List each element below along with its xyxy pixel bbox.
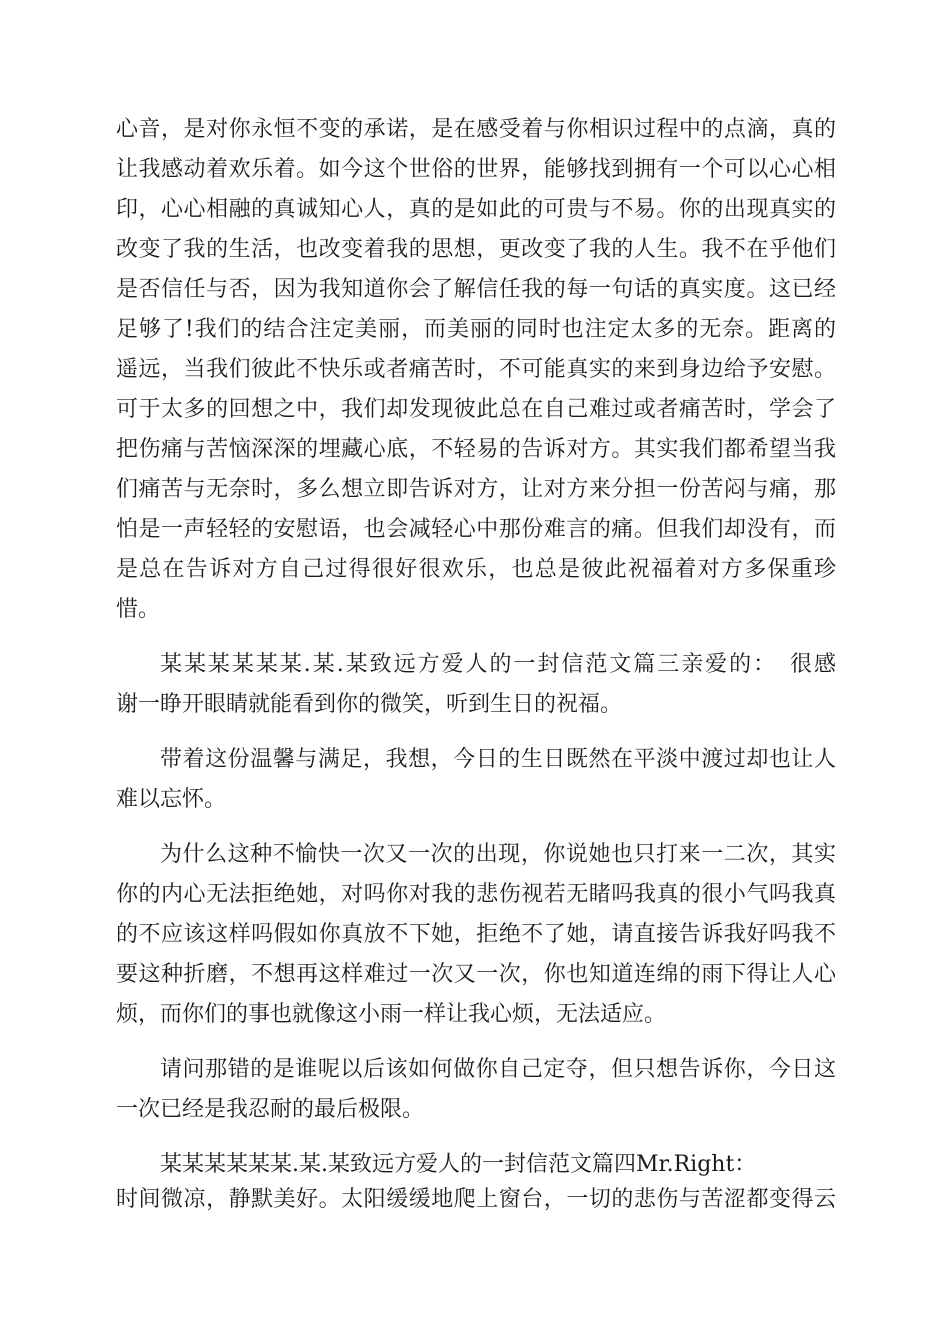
text-line: 某某某某某某.某.某致远方爱人的一封信范文篇四Mr.Right： — [160, 1152, 757, 1177]
text-line: 怕是一声轻轻的安慰语，也会减轻心中那份难言的痛。但我们却没有，而 — [116, 517, 836, 542]
text-line: 难以忘怀。 — [116, 787, 227, 812]
text-line: 是总在告诉对方自己过得很好很欢乐，也总是彼此祝福着对方多保重珍 — [116, 557, 836, 582]
text-line: 改变了我的生活，也改变着我的思想，更改变了我的人生。我不在乎他们 — [116, 237, 836, 262]
text-line: 你的内心无法拒绝她，对吗你对我的悲伤视若无睹吗我真的很小气吗我真 — [116, 882, 836, 907]
text-line: 带着这份温馨与满足，我想，今日的生日既然在平淡中渡过却也让人 — [160, 747, 836, 772]
text-line: 的不应该这样吗假如你真放不下她，拒绝不了她，请直接告诉我好吗我不 — [116, 922, 836, 947]
text-line: 请问那错的是谁呢以后该如何做你自己定夺，但只想告诉你，今日这 — [160, 1057, 836, 1082]
text-line: 把伤痛与苦恼深深的埋藏心底，不轻易的告诉对方。其实我们都希望当我 — [116, 437, 836, 462]
text-line: 印，心心相融的真诚知心人，真的是如此的可贵与不易。你的出现真实的 — [116, 197, 836, 222]
text-line: 一次已经是我忍耐的最后极限。 — [116, 1097, 425, 1122]
text-line: 烦，而你们的事也就像这小雨一样让我心烦，无法适应。 — [116, 1002, 667, 1027]
text-line: 时间微凉，静默美好。太阳缓缓地爬上窗台，一切的悲伤与苦涩都变得云 — [116, 1187, 836, 1212]
text-line: 让我感动着欢乐着。如今这个世俗的世界，能够找到拥有一个可以心心相 — [116, 157, 836, 182]
text-line: 要这种折磨，不想再这样难过一次又一次，你也知道连绵的雨下得让人心 — [116, 962, 836, 987]
text-line: 某某某某某某.某.某致远方爱人的一封信范文篇三亲爱的： 很感 — [160, 652, 836, 677]
text-line: 惜。 — [116, 597, 161, 622]
text-line: 足够了!我们的结合注定美丽，而美丽的同时也注定太多的无奈。距离的 — [116, 317, 836, 342]
text-line: 们痛苦与无奈时，多么想立即告诉对方，让对方来分担一份苦闷与痛，那 — [116, 477, 836, 502]
text-line: 为什么这种不愉快一次又一次的出现，你说她也只打来一二次，其实 — [160, 842, 836, 867]
text-line: 可于太多的回想之中，我们却发现彼此总在自己难过或者痛苦时，学会了 — [116, 397, 836, 422]
text-line: 心音，是对你永恒不变的承诺，是在感受着与你相识过程中的点滴，真的 — [116, 117, 836, 142]
text-line: 谢一睁开眼睛就能看到你的微笑，听到生日的祝福。 — [116, 692, 623, 717]
text-line: 是否信任与否，因为我知道你会了解信任我的每一句话的真实度。这已经 — [116, 277, 836, 302]
text-line: 遥远，当我们彼此不快乐或者痛苦时，不可能真实的来到身边给予安慰。 — [116, 357, 836, 382]
